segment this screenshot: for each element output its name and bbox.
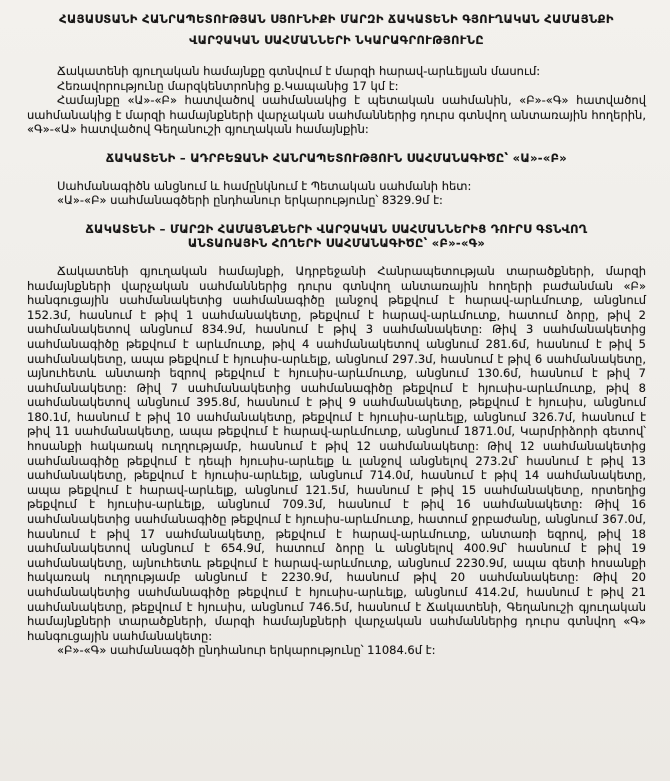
intro-paragraph-borders: Համայնքը «Ա»-«Բ» հատվածով սահմանակից է պետական սահմանին, «Բ»-«Գ» հատվածով սահմանակից է մարզի համայնքների վարչական սահմաններից դուրս գտնվող անտառային հողերին, «Գ»-«Ա» հատվածով Գեղանուշի գյուղական համայնքին: (27, 93, 646, 137)
section-ab-body (27, 179, 646, 208)
section-bg-heading-line-1: ՃԱԿԱՏԵՆԻ – ՄԱՐԶԻ ՀԱՄԱՅՆՔՆԵՐԻ ՎԱՐՉԱԿԱՆ ՍԱՀՄԱՆՆԵՐԻՑ ԴՈՒՐՍ ԳՏՆՎՈՂ (85, 221, 588, 236)
section-ab-paragraph-state-border: Սահմանագիծն անցնում և համընկնում է Պետական սահմանի հետ: (57, 178, 472, 193)
section-bg-body (27, 264, 646, 658)
intro-section (27, 64, 646, 137)
document-title-line-1: ՀԱՅԱՍՏԱՆԻ ՀԱՆՐԱՊԵՏՈՒԹՅԱՆ ՍՅՈՒՆԻՔԻ ՄԱՐԶԻ ՃԱԿԱՏԵՆԻ ԳՅՈՒՂԱԿԱՆ ՀԱՄԱՅՆՔԻ (59, 12, 614, 26)
section-bg-boundary-description: Ճակատենի գյուղական համայնքի, Ադրբեջանի Հանրապետության տարածքների, մարզի համայնքների վարչական սահմաններից դուրս գտնվող անտառային հողերի բաժանման «Բ» հանգուցային սահմանակետից սահմանագիծը լանջով թեքվում է հարավ-արևմուտք, անցնում 152.3մ, հասնում է թիվ 1 սահմանակետը, թեքվում է հարավ-արևմուտք, հատում ձորը, թիվ 2 սահմանակետով անցնում 834.9մ, հասնում է թիվ 3 սահմանակետը: Թիվ 3 սահմանակետից սահմանագիծը թեքվում է արևմուտք, թիվ 4 սահմանակետով անցնում 281.6մ, հասնում է թիվ 5 սահմանակետը, ապա թեքվում է հյուսիս-արևելք, անցնում 297.3մ, հասնում է թիվ 6 սահմանակետը, այնուհետև անտառի եզրով թեքվում է հյուսիս-արևմուտք, անցնում 130.6մ, հասնում է թիվ 7 սահմանակետը: Թիվ 7 սահմանակետից սահմանագիծը թեքվում է հյուսիս-արևմուտք, թիվ 8 սահմանակետով անցնում 395.8մ, հասնում է թիվ 9 սահմանակետը, թեքվում է հյուսիս, անցնում 180.1մ, հասնում է թիվ 10 սահմանակետը, թեքվում է հյուսիս-արևելք, անցնում 326.7մ, հասնում է թիվ 11 սահմանակետը, ապա թեքվում է հարավ-արևմուտք, անցնում 1871.0մ, Կարմրիձորի գետով՝ հոսանքի հակառակ ուղղությամբ, հասնում է թիվ 12 սահմանակետը: Թիվ 12 սահմանակետից սահմանագիծը թեքվում է դեպի հյուսիս-արևելք և լանջով անցնելով 273.2մ՝ հասնում է թիվ 13 սահմանակետը, թեքվում է հյուսիս-արևելք, անցնում 714.0մ, հասնում է թիվ 14 սահմանակետը, ապա թեքվում է հարավ-արևելք, անցնում 121.5մ, հասնում է թիվ 15 սահմանակետը, որտեղից թեքվում է հյուսիս-արևելք, անցնում 709.3մ, հասնում է թիվ 16 սահմանակետը: Թիվ 16 սահմանակետից սահմանագիծը թեքվում է հյուսիս-արևմուտք, հատում ջրբաժանը, անցնում 367.0մ, հասնում է թիվ 17 սահմանակետը, թեքվում է հարավ-արևմուտք, անտառի եզրով, թիվ 18 սահմանակետով անցնում է 654.9մ, հատում ձորը և անցնելով 400.9մ՝ հասնում է թիվ 19 սահմանակետը, այնուհետև թեքվում է հարավ-արևմուտք, անցնում 2230.9մ, ապա գետի հոսանքի հակառակ ուղղությամբ անցնում է 2230.9մ, հասնում թիվ 20 սահմանակետը: Թիվ 20 սահմանակետից սահմանագիծը թեքվում է հյուսիս-արևելք, անցնում 414.2մ, հասնում է թիվ 21 սահմանակետը, թեքվում է հյուսիս, անցնում 746.5մ, հասնում է Ճակատենի, Գեղանուշի գյուղական համայնքների տարածքների, մարզի համայնքների վարչական սահմաններից դուրս գտնվող «Գ» հանգուցային սահմանակետը: (27, 263, 646, 643)
section-bg-heading (57, 222, 616, 251)
section-ab-paragraph-total-length: «Ա»-«Բ» սահմանագծերի ընդհանուր երկարությունը՝ 8329.9մ է: (57, 193, 443, 208)
section-bg-paragraph-total-length: «Բ»-«Գ» սահմանագծի ընդհանուր երկարությունը՝ 11084.6մ է: (57, 643, 436, 658)
document-title-line-2: ՎԱՐՉԱԿԱՆ ՍԱՀՄԱՆՆԵՐԻ ՆԿԱՐԱԳՐՈՒԹՅՈՒՆԸ (189, 33, 484, 47)
section-bg-heading-line-2: ԱՆՏԱՌԱՅԻՆ ՀՈՂԵՐԻ ՍԱՀՄԱՆԱԳԻԾԸ՝ «Բ»-«Գ» (187, 236, 486, 251)
intro-paragraph-distance: Հեռավորությունը մարզկենտրոնից ք.Կապանից 17 կմ է: (57, 78, 399, 93)
section-ab-heading: ՃԱԿԱՏԵՆԻ – ԱԴՐԲԵՋԱՆԻ ՀԱՆՐԱՊԵՏՈՒԹՅՈՒՆ ՍԱՀՄԱՆԱԳԻԾԸ՝ «Ա»-«Բ» (105, 150, 568, 165)
intro-paragraph-location: Ճակատենի գյուղական համայնքը գտնվում է մարզի հարավ-արևելյան մասում: (57, 64, 541, 78)
